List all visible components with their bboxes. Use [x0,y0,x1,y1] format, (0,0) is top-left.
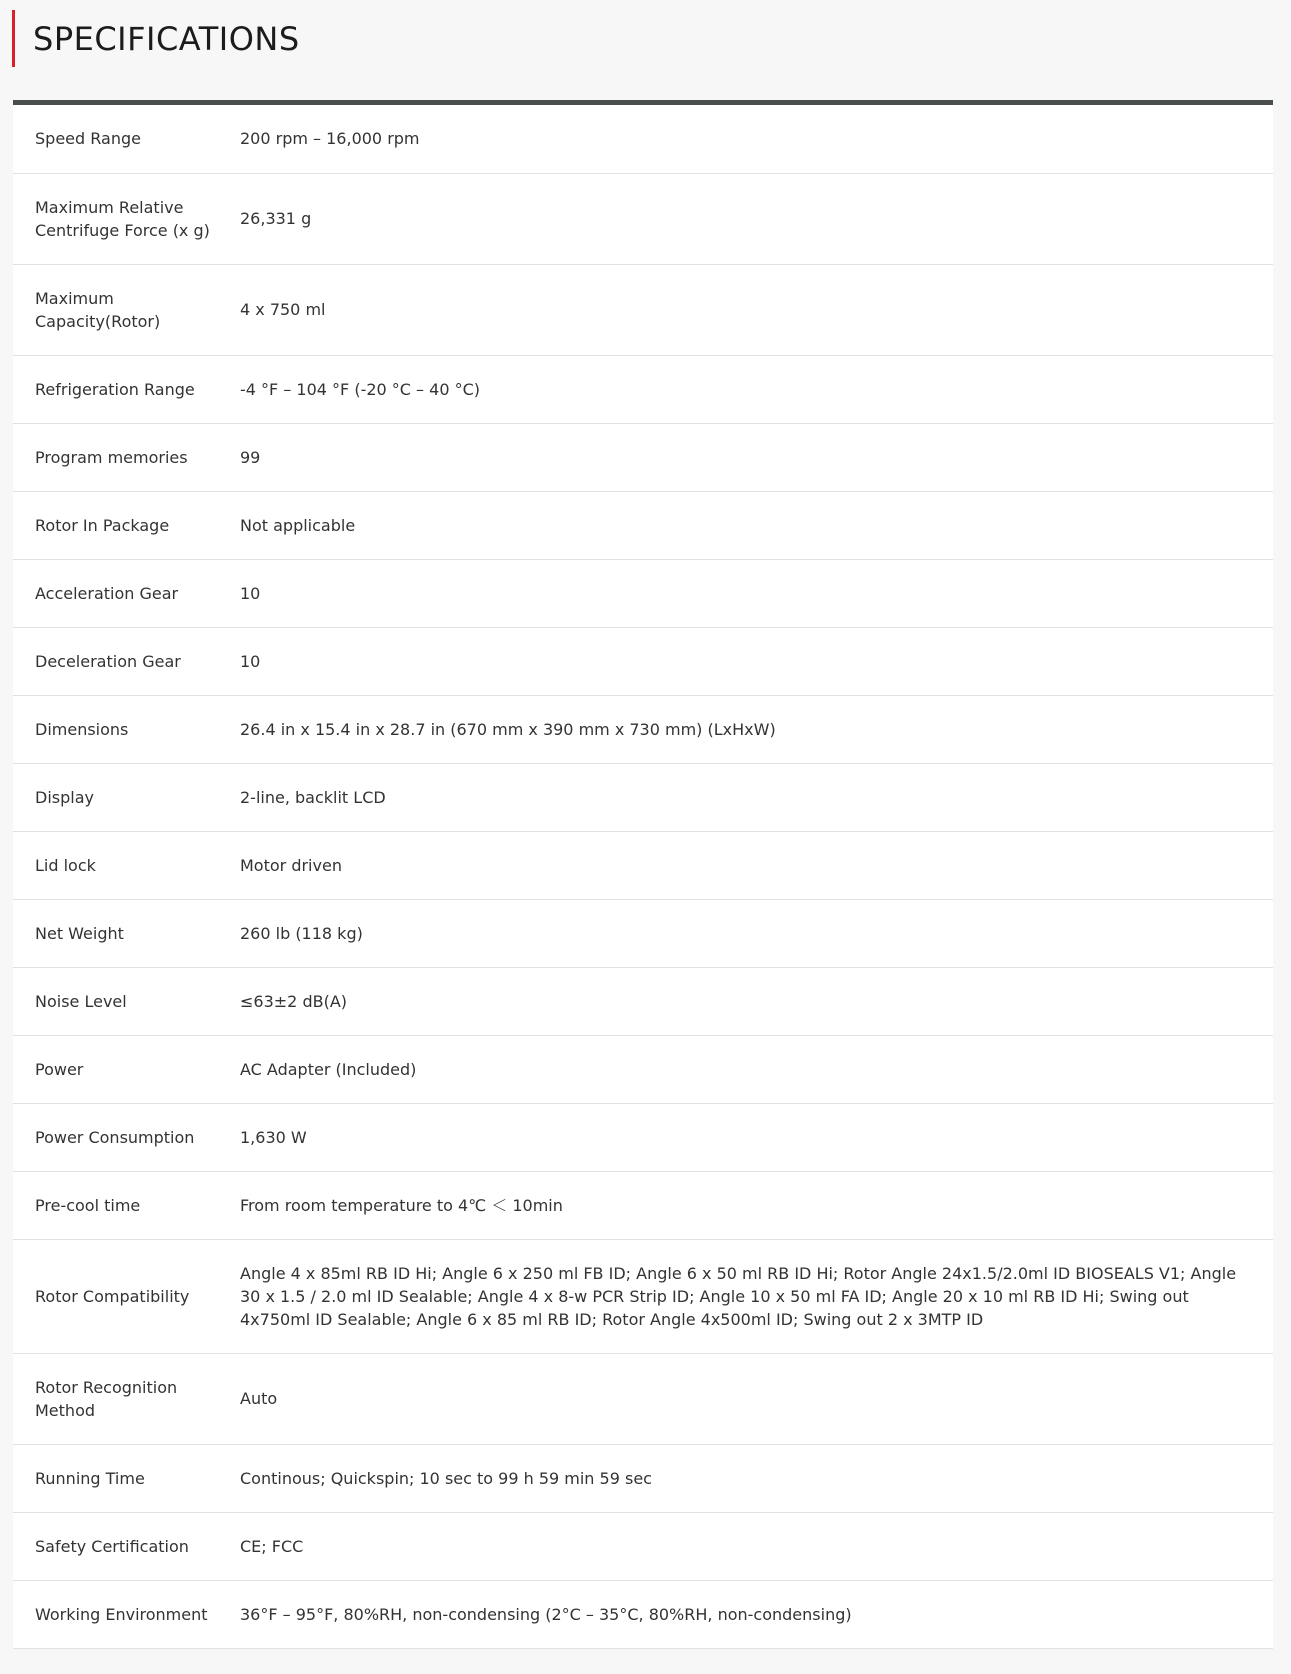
spec-row-power-consumption [13,1103,1273,1171]
spec-label: Speed Range [13,105,240,173]
spec-value: Angle 4 x 85ml RB ID Hi; Angle 6 x 250 ml FB ID; Angle 6 x 50 ml RB ID Hi; Rotor Angle 24x1.5/2.0ml ID BIOSEALS V1; Angle 30 x 1.5 / 2.0 ml ID Sealable; Angle 4 x 8-w PCR Strip ID; Angle 10 x 50 ml FA ID; Angle 20 x 10 ml RB ID Hi; Swing out 4x750ml ID Sealable; Angle 6 x 85 ml RB ID; Rotor Angle 4x500ml ID; Swing out 2 x 3MTP ID [240,1239,1273,1353]
spec-value: 26.4 in x 15.4 in x 28.7 in (670 mm x 390 mm x 730 mm) (LxHxW) [240,695,1273,763]
spec-label: Power Consumption [13,1103,240,1171]
spec-label: Acceleration Gear [13,559,240,627]
spec-row-dimensions [13,695,1273,763]
spec-value: 4 x 750 ml [240,264,1273,355]
spec-value: From room temperature to 4℃ ＜ 10min [240,1171,1273,1239]
spec-row-display [13,763,1273,831]
spec-value: Continous; Quickspin; 10 sec to 99 h 59 min 59 sec [240,1444,1273,1512]
spec-label: Lid lock [13,831,240,899]
spec-label: Noise Level [13,967,240,1035]
spec-value: ≤63±2 dB(A) [240,967,1273,1035]
spec-value: 26,331 g [240,173,1273,264]
spec-value: 2-line, backlit LCD [240,763,1273,831]
spec-value: -4 °F – 104 °F (-20 °C – 40 °C) [240,355,1273,423]
spec-value: Auto [240,1353,1273,1444]
spec-row-program-memories [13,423,1273,491]
spec-row-running-time [13,1444,1273,1512]
spec-label: Rotor In Package [13,491,240,559]
spec-label: Maximum Relative Centrifuge Force (x g) [13,173,240,264]
spec-label: Dimensions [13,695,240,763]
spec-row-max-capacity [13,264,1273,355]
spec-label: Pre-cool time [13,1171,240,1239]
section-heading [12,10,300,67]
spec-label: Rotor Compatibility [13,1239,240,1353]
spec-value: 260 lb (118 kg) [240,899,1273,967]
spec-label: Power [13,1035,240,1103]
spec-value: Motor driven [240,831,1273,899]
spec-value: AC Adapter (Included) [240,1035,1273,1103]
spec-value: CE; FCC [240,1512,1273,1580]
spec-label: Net Weight [13,899,240,967]
page-title: SPECIFICATIONS [33,19,300,58]
spec-row-max-rcf [13,173,1273,264]
spec-label: Display [13,763,240,831]
spec-row-acceleration-gear [13,559,1273,627]
spec-value: Not applicable [240,491,1273,559]
spec-row-working-environment [13,1580,1273,1648]
spec-row-safety-certification [13,1512,1273,1580]
specifications-table-wrapper [13,100,1273,1649]
spec-label: Deceleration Gear [13,627,240,695]
spec-label: Refrigeration Range [13,355,240,423]
spec-label: Running Time [13,1444,240,1512]
spec-value: 36°F – 95°F, 80%RH, non-condensing (2°C – 35°C, 80%RH, non-condensing) [240,1580,1273,1648]
spec-value: 10 [240,627,1273,695]
spec-row-net-weight [13,899,1273,967]
spec-value: 1,630 W [240,1103,1273,1171]
spec-row-power [13,1035,1273,1103]
spec-value: 200 rpm – 16,000 rpm [240,105,1273,173]
spec-row-noise-level [13,967,1273,1035]
specifications-table [13,105,1273,1649]
spec-label: Maximum Capacity(Rotor) [13,264,240,355]
spec-label: Safety Certification [13,1512,240,1580]
spec-label: Working Environment [13,1580,240,1648]
spec-value: 99 [240,423,1273,491]
spec-value: 10 [240,559,1273,627]
spec-row-refrigeration-range [13,355,1273,423]
spec-row-lid-lock [13,831,1273,899]
spec-label: Rotor Recognition Method [13,1353,240,1444]
spec-row-rotor-recognition [13,1353,1273,1444]
spec-row-rotor-compatibility [13,1239,1273,1353]
spec-row-deceleration-gear [13,627,1273,695]
spec-row-pre-cool-time [13,1171,1273,1239]
spec-label: Program memories [13,423,240,491]
spec-row-speed-range [13,105,1273,173]
spec-row-rotor-in-package [13,491,1273,559]
